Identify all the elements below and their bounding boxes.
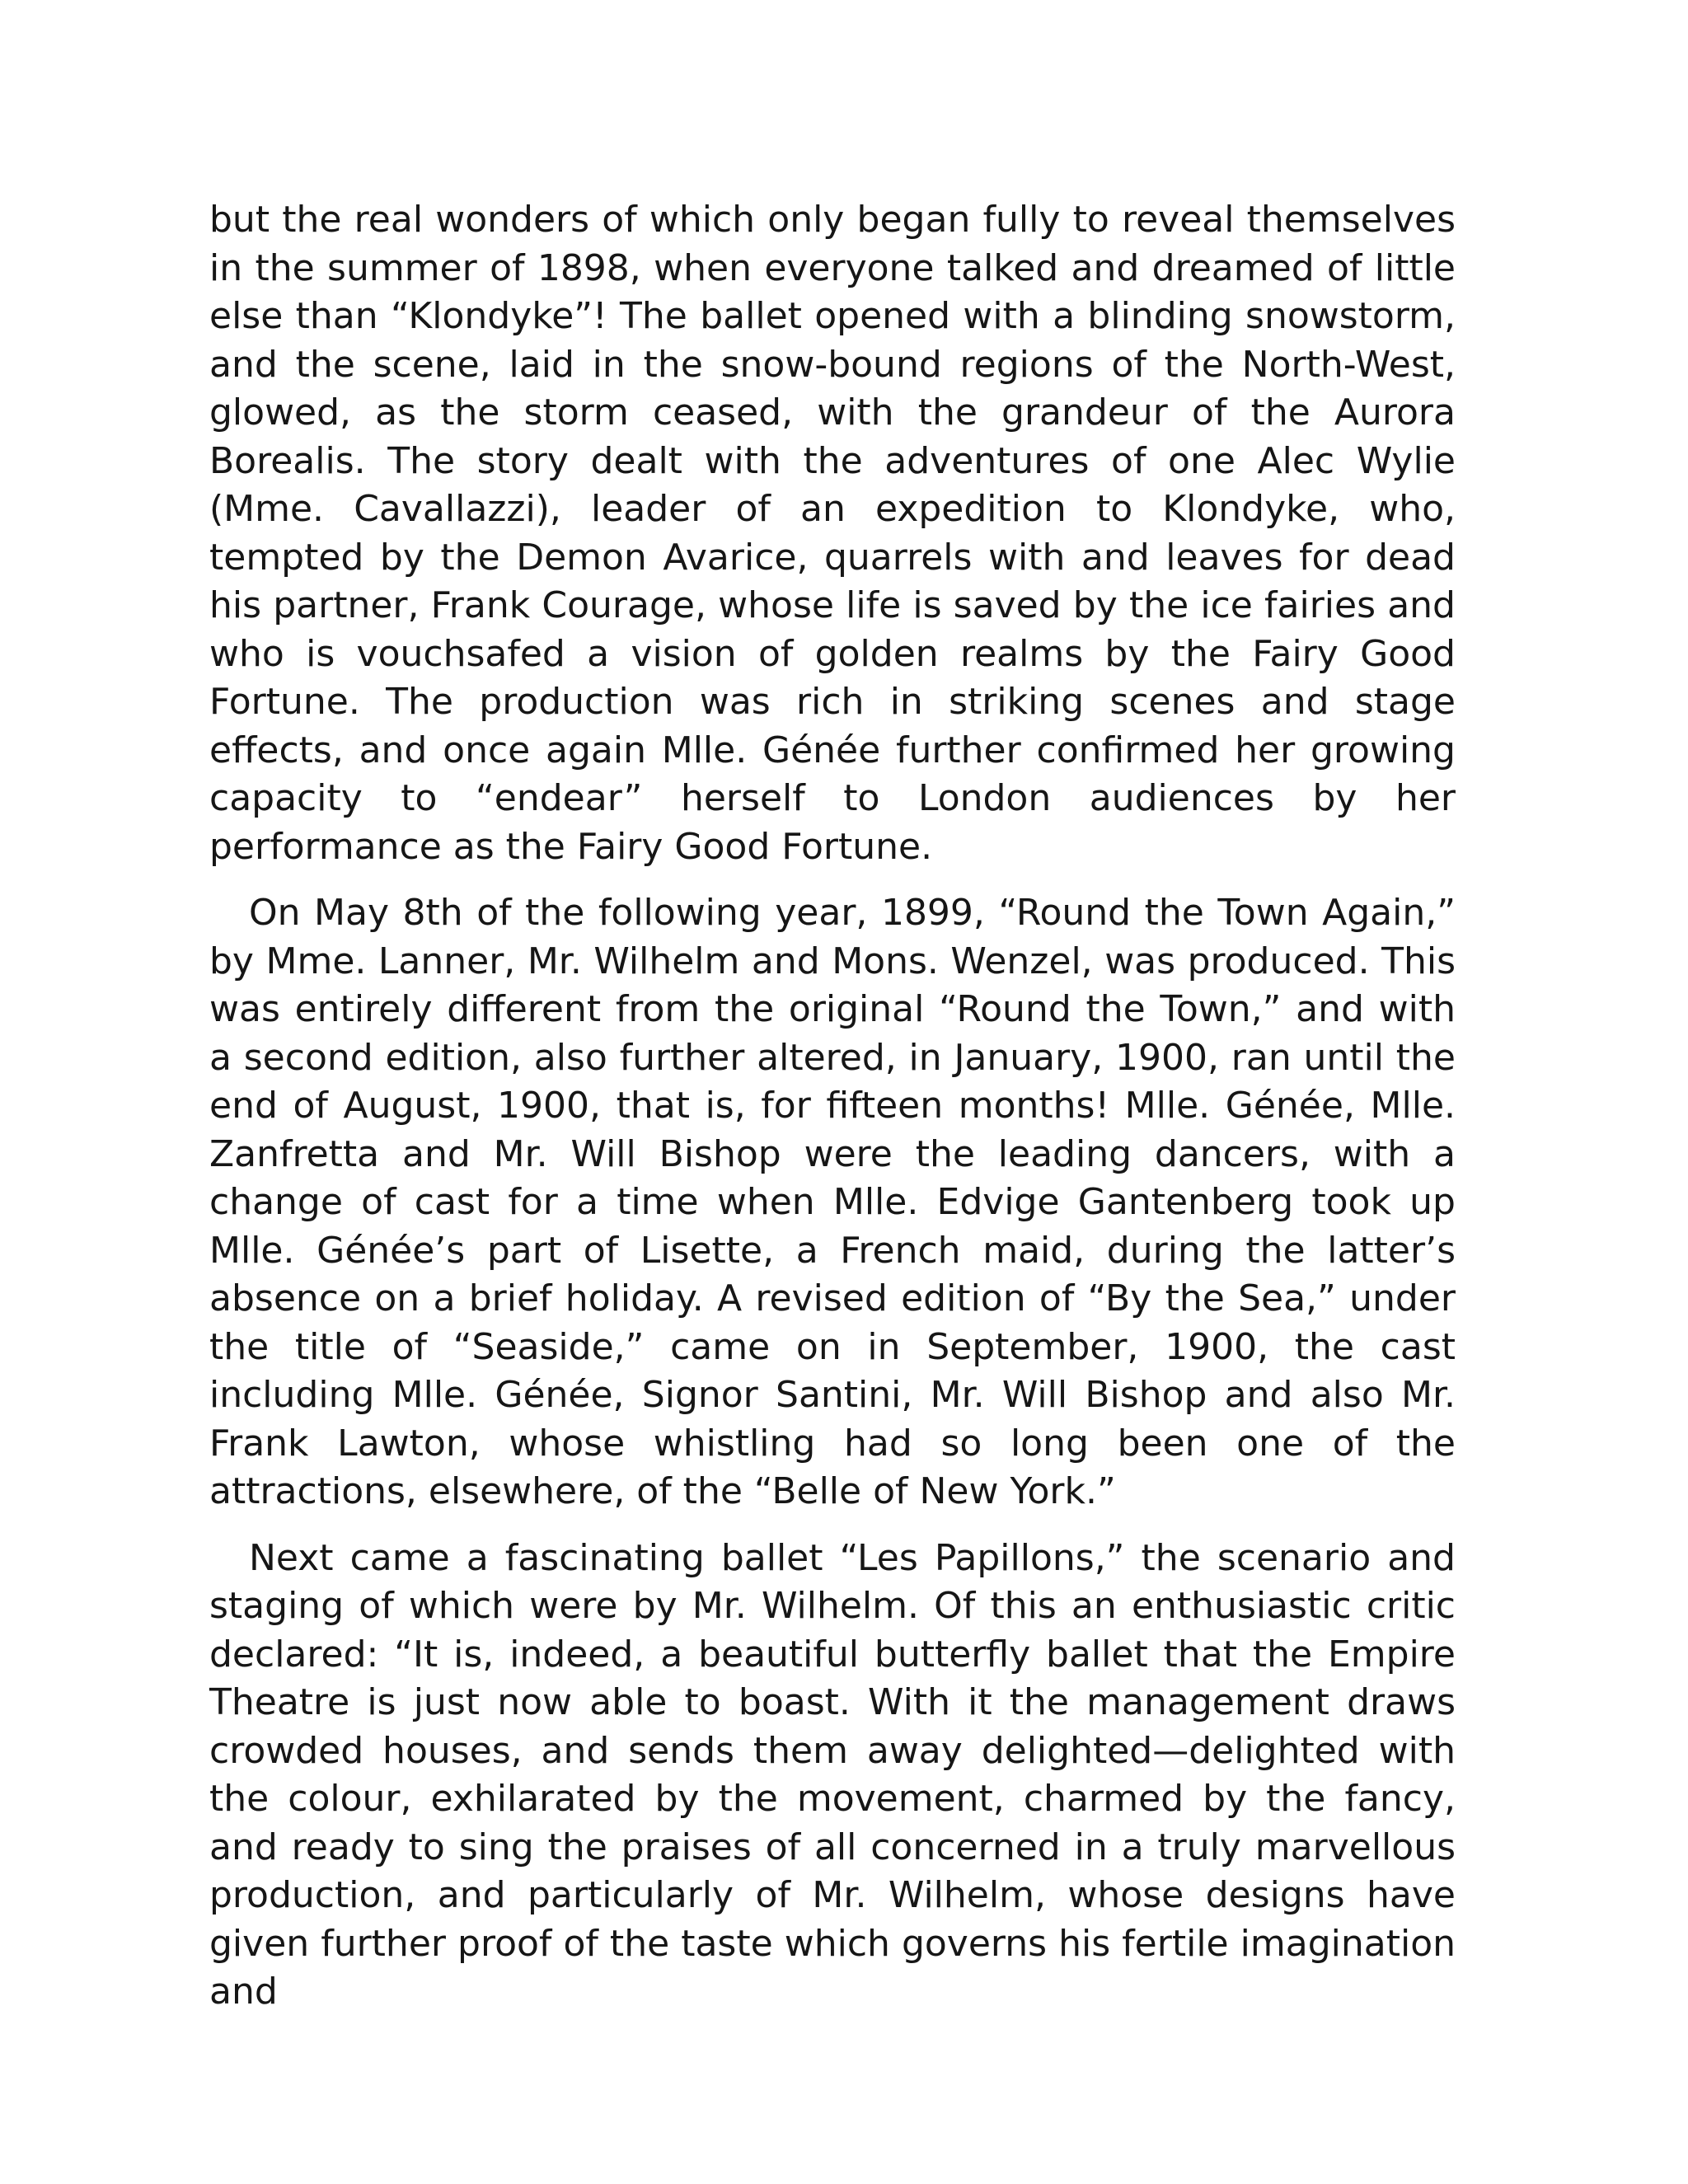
paragraph-klondyke: but the real wonders of which only began fully to reveal themselves in the summer of 1898, when everyone talked and dreamed of little else than “Klondyke”! The ballet opened with a blinding snowstorm, and the scene, laid in the snow-bound regions of the North-West, glowed, as the storm ceased, with the grandeur of the Aurora Borealis. The story dealt with the adventures of one Alec Wylie (Mme. Cavallazzi), leader of an expedition to Klondyke, who, tempted by the Demon Avarice, quarrels with and leaves for dead his partner, Frank Courage, whose life is saved by the ice fairies and who is vouchsafed a vision of golden realms by the Fairy Good Fortune. The production was rich in striking scenes and stage effects, and once again Mlle. Génée further confirmed her growing capacity to “endear” herself to London audiences by her performance as the Fairy Good Fortune. bbox=[209, 199, 1456, 868]
paragraph-les-papillons: Next came a fascinating ballet “Les Papillons,” the scenario and staging of which were by Mr. Wilhelm. Of this an enthusiastic critic declared: “It is, indeed, a beautiful butterfly ballet that the Empire Theatre is just now able to boast. With it the management draws crowded houses, and sends them away delighted—delighted with the colour, exhilarated by the movement, charmed by the fancy, and ready to sing the praises of all concerned in a truly marvellous production, and particularly of Mr. Wilhelm, whose designs have given further proof of the taste which governs his fertile imagination and bbox=[209, 1536, 1456, 2013]
document-page bbox=[209, 196, 1456, 2017]
paragraph-round-the-town-again: On May 8th of the following year, 1899, “Round the Town Again,” by Mme. Lanner, Mr. Wilhelm and Mons. Wenzel, was produced. This was entirely different from the original “Round the Town,” and with a second edition, also further altered, in January, 1900, ran until the end of August, 1900, that is, for fifteen months! Mlle. Génée, Mlle. Zanfretta and Mr. Will Bishop were the leading dancers, with a change of cast for a time when Mlle. Edvige Gantenberg took up Mlle. Génée’s part of Lisette, a French maid, during the latter’s absence on a brief holiday. A revised edition of “By the Sea,” under the title of “Seaside,” came on in September, 1900, the cast including Mlle. Génée, Signor Santini, Mr. Will Bishop and also Mr. Frank Lawton, whose whistling had so long been one of the attractions, elsewhere, of the “Belle of New York.” bbox=[209, 892, 1456, 1512]
